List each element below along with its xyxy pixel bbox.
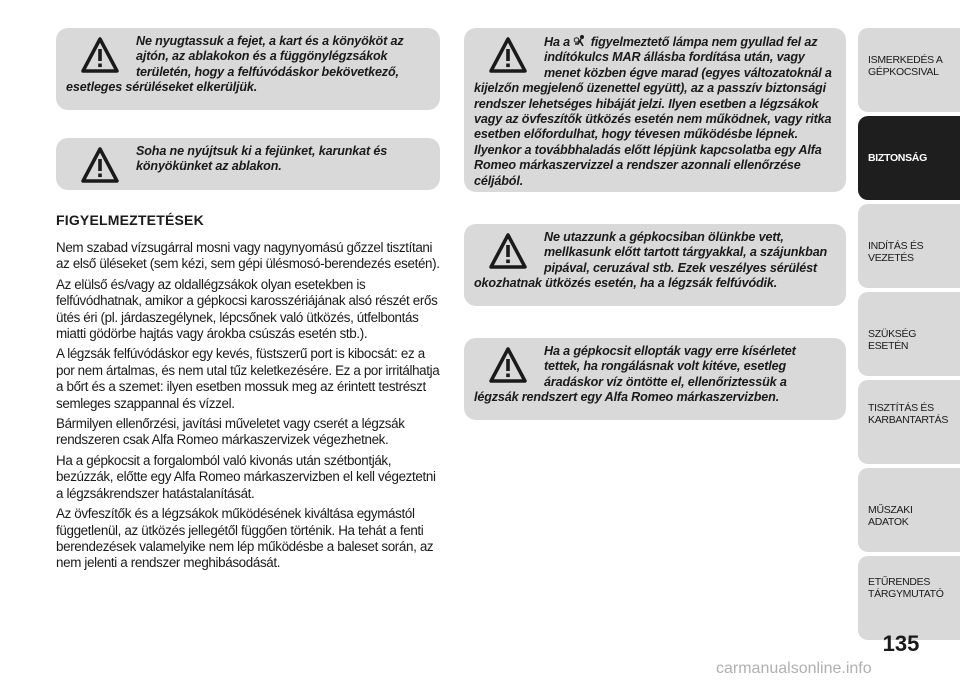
- paragraph: Ha a gépkocsit a forgalomból való kivonás után szétbontják, bezúzzák, előtte egy Alfa Romeo márkaszervizben el kell végeztetni a légzsákrendszer hatástalanítását.: [56, 452, 436, 501]
- tab-szukseg[interactable]: [858, 292, 960, 376]
- warning-triangle-icon: [488, 36, 528, 74]
- warning-text: Ne nyugtassuk a fejet, a kart és a könyököt az ajtón, az ablakokon és a függönylégzsákok területén, hogy a felfúvódáskor bekövetkező, esetleges sérüléseket elkerüljük.: [66, 34, 404, 95]
- paragraph: Nem szabad vízsugárral mosni vagy nagynyomású gőzzel tisztítani az első üléseket (sem kézi, sem gépi ülésmosó-berendezés esetén).: [56, 240, 440, 272]
- warning-box-stolen: [464, 338, 846, 420]
- tab-label: INDÍTÁS ÉS VEZETÉS: [868, 240, 924, 264]
- paragraph: Az elülső és/vagy az oldallégzsákok olyan esetekben is felfúvódhatnak, amikor a gépkocsi karosszériájának alsó részét erős ütés éri (pl. járdaszegélynek, lépcsőnek való ütközés, útfelbontás miatti gödörbe hajtás vagy árokba csúszás esetén stb.).: [56, 276, 438, 342]
- warning-box-head-arms: [56, 28, 440, 110]
- page-number: 135: [882, 631, 920, 656]
- tab-label: BIZTONSÁG: [868, 152, 927, 164]
- paragraph: A légzsák felfúvódáskor egy kevés, füstszerű port is kibocsát: ez a por nem ártalmas, és nem utal tűz keletkezésére. Ez a por irritálhatja a bőrt és a szemet: ilyen esetben mossuk meg az érintett testrészt semleges szappannal és vízzel.: [56, 346, 440, 411]
- warning-triangle-icon: [80, 146, 120, 184]
- tab-label: TISZTÍTÁS ÉS KARBANTARTÁS: [868, 402, 949, 426]
- airbag-warning-lamp-icon: [573, 34, 587, 48]
- watermark: carmanualsonline.info: [716, 660, 872, 677]
- paragraph: Az övfeszítők és a légzsákok működésének kiváltása egymástól függetlenül, az ütközés jellegétől függően történik. Ha tehát a fenti berendezések valamelyike nem lép működésbe a baleset során, az nem jelenti a rendszer meghibásodását.: [56, 506, 434, 571]
- warning-triangle-icon: [488, 232, 528, 270]
- tab-biztonsag[interactable]: [858, 116, 960, 200]
- warning-box-window: [56, 138, 440, 190]
- warning-triangle-icon: [488, 346, 528, 384]
- warning-prefix: Ha a: [544, 35, 571, 49]
- tab-tisztitas[interactable]: [858, 380, 960, 464]
- tab-muszaki[interactable]: [858, 468, 960, 552]
- tab-ismerkedes[interactable]: [858, 28, 960, 112]
- tab-targymutato[interactable]: [858, 556, 960, 640]
- warning-text: Ne utazzunk a gépkocsiban ölünkbe vett, mellkasunk előtt tartott tárgyakkal, a szájunkban pipával, ceruzával stb. Ezek veszélyes sérülést okozhatnak ütközés esetén, ha a légzsák felfúvódik.: [474, 230, 828, 291]
- tab-label: MŰSZAKI ADATOK: [868, 504, 913, 528]
- tab-label: ETŰRENDES TÁRGYMUTATÓ: [868, 576, 944, 600]
- warning-box-objects: [464, 224, 846, 306]
- warning-triangle-icon: [80, 36, 120, 74]
- tab-inditas[interactable]: [858, 204, 960, 288]
- warning-text: Ha a gépkocsit ellopták vagy erre kísérletet tettek, ha rongálásnak volt kitéve, esetleg áradáskor víz öntötte el, ellenőriztessük a légzsák rendszert egy Alfa Romeo márkaszervizben.: [474, 344, 796, 405]
- tab-label: SZÜKSÉG ESETÉN: [868, 328, 917, 352]
- warning-box-airbag-lamp: [464, 28, 846, 192]
- section-body: [56, 240, 440, 576]
- warning-text: Soha ne nyújtsuk ki a fejünket, karunkat és könyökünket az ablakon.: [136, 144, 388, 174]
- tab-label: ISMERKEDÉS A GÉPKOCSIVAL: [868, 54, 943, 78]
- paragraph: Bármilyen ellenőrzési, javítási műveletet vagy cserét a légzsák rendszeren csak Alfa Romeo márkaszervizek végezhetnek.: [56, 416, 405, 448]
- warning-body: figyelmeztető lámpa nem gyullad fel az indítókulcs MAR állásba fordítása után, vagy menet közben égve marad (egyes változatoknál a kijelzőn megjelenő üzenettel együtt), az a passzív biztonsági rendszer lehetséges hibáját jelzi. Ilyen esetben a légzsákok vagy az övfeszítők ütközés esetén nem működnek, vagy ritka esetben előfordulhat, hogy tévesen működésbe lépnek. Ilyenkor a továbbhaladás előtt lépjünk kapcsolatba egy Alfa Romeo márkaszervizzel a rendszer azonnali ellenőrzése céljából.: [474, 35, 832, 188]
- section-title: FIGYELMEZTETÉSEK: [56, 212, 204, 228]
